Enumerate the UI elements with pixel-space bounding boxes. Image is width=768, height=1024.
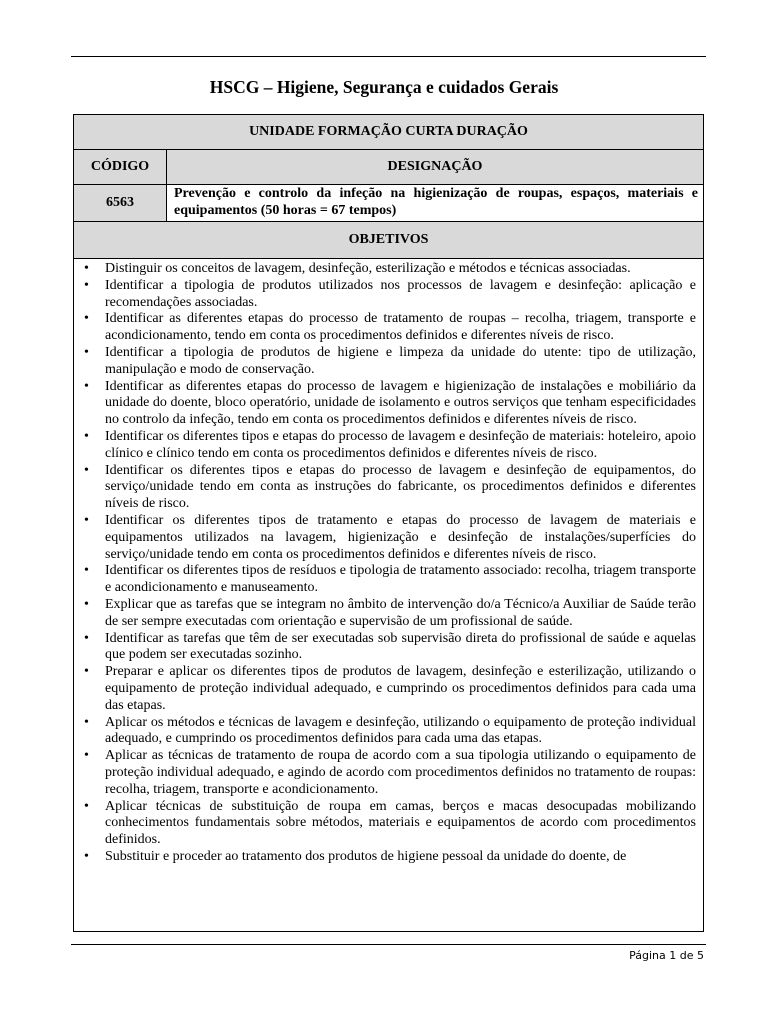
objectives-list xyxy=(81,261,696,866)
list-item: • Aplicar os métodos e técnicas de lavagem e desinfeção, utilizando o equipamento de proteção individual adequado, e cumprindo os procedimentos definidos para cada uma das etapas. xyxy=(81,715,696,749)
document-title: HSCG – Higiene, Segurança e cuidados Gerais xyxy=(209,77,559,97)
list-item: • Identificar os diferentes tipos e etapas do processo de lavagem e desinfeção de materiais: hoteleiro, apoio clínico e clínico tendo em conta os procedimentos definidos e diferentes níveis de risco. xyxy=(81,429,696,463)
page-number: Página 1 de 5 xyxy=(629,949,704,962)
code-column-header: CÓDIGO xyxy=(74,150,167,185)
objectives-cell xyxy=(74,259,704,932)
designation-column-header: DESIGNAÇÃO xyxy=(167,150,704,185)
list-item: • Aplicar técnicas de substituição de roupa em camas, berços e macas desocupadas mobilizando conhecimentos fundamentais sobre métodos, materiais e equipamentos de acordo com procedimentos definidos. xyxy=(81,799,696,849)
list-item: • Identificar os diferentes tipos de resíduos e tipologia de tratamento associado: recolha, triagem transporte e acondicionamento e manuseamento. xyxy=(81,563,696,597)
list-item: • Preparar e aplicar os diferentes tipos de produtos de lavagem, desinfeção e esterilização, utilizando o equipamento de proteção individual adequado, e cumprindo os procedimentos definidos para cada uma das etapas. xyxy=(81,664,696,714)
list-item: • Identificar os diferentes tipos e etapas do processo de lavagem e desinfeção de equipamentos, do serviço/unidade tendo em conta as instruções do fabricante, os procedimentos definidos e diferentes níveis de risco. xyxy=(81,463,696,513)
list-item: • Identificar a tipologia de produtos utilizados nos processos de lavagem e desinfeção: aplicação e recomendações associadas. xyxy=(81,278,696,312)
list-item: • Explicar que as tarefas que se integram no âmbito de intervenção do/a Técnico/a Auxiliar de Saúde terão de ser sempre executadas com orientação e supervisão de um profissional de saúde. xyxy=(81,597,696,631)
list-item: • Distinguir os conceitos de lavagem, desinfeção, esterilização e métodos e técnicas associadas. xyxy=(81,261,696,278)
unit-header: UNIDADE FORMAÇÃO CURTA DURAÇÃO xyxy=(74,115,704,150)
unit-designation: Prevenção e controlo da infeção na higienização de roupas, espaços, materiais e equipamentos (50 horas = 67 tempos) xyxy=(167,185,704,222)
unit-code: 6563 xyxy=(74,185,167,222)
header-rule xyxy=(71,56,706,57)
list-item: • Substituir e proceder ao tratamento dos produtos de higiene pessoal da unidade do doente, de xyxy=(81,849,696,866)
list-item: • Aplicar as técnicas de tratamento de roupa de acordo com a sua tipologia utilizando o equipamento de proteção individual adequado, e agindo de acordo com procedimentos definidos no tratamento de roupas: recolha, triagem, transporte e acondicionamento. xyxy=(81,748,696,798)
list-item: • Identificar as diferentes etapas do processo de lavagem e higienização de instalações e mobiliário da unidade do doente, bloco operatório, unidade de isolamento e outros serviços que tenham especificidades no controlo da infeção, tendo em conta os procedimentos definidos e diferentes níveis de risco. xyxy=(81,379,696,429)
list-item: • Identificar os diferentes tipos de tratamento e etapas do processo de lavagem de materiais e equipamentos utilizados na lavagem, higienização e desinfeção de instalações/superfícies do serviço/unidade tendo em conta os procedimentos definidos e diferentes níveis de risco. xyxy=(81,513,696,563)
footer-rule xyxy=(71,944,706,945)
list-item: • Identificar as tarefas que têm de ser executadas sob supervisão direta do profissional de saúde e aquelas que podem ser executadas sozinho. xyxy=(81,631,696,665)
list-item: • Identificar a tipologia de produtos de higiene e limpeza da unidade do utente: tipo de utilização, manipulação e modo de conservação. xyxy=(81,345,696,379)
objectives-header: OBJETIVOS xyxy=(74,222,704,259)
unit-table xyxy=(73,114,704,932)
list-item: • Identificar as diferentes etapas do processo de tratamento de roupas – recolha, triagem, transporte e acondicionamento, tendo em conta os procedimentos definidos e diferentes níveis de risco. xyxy=(81,311,696,345)
